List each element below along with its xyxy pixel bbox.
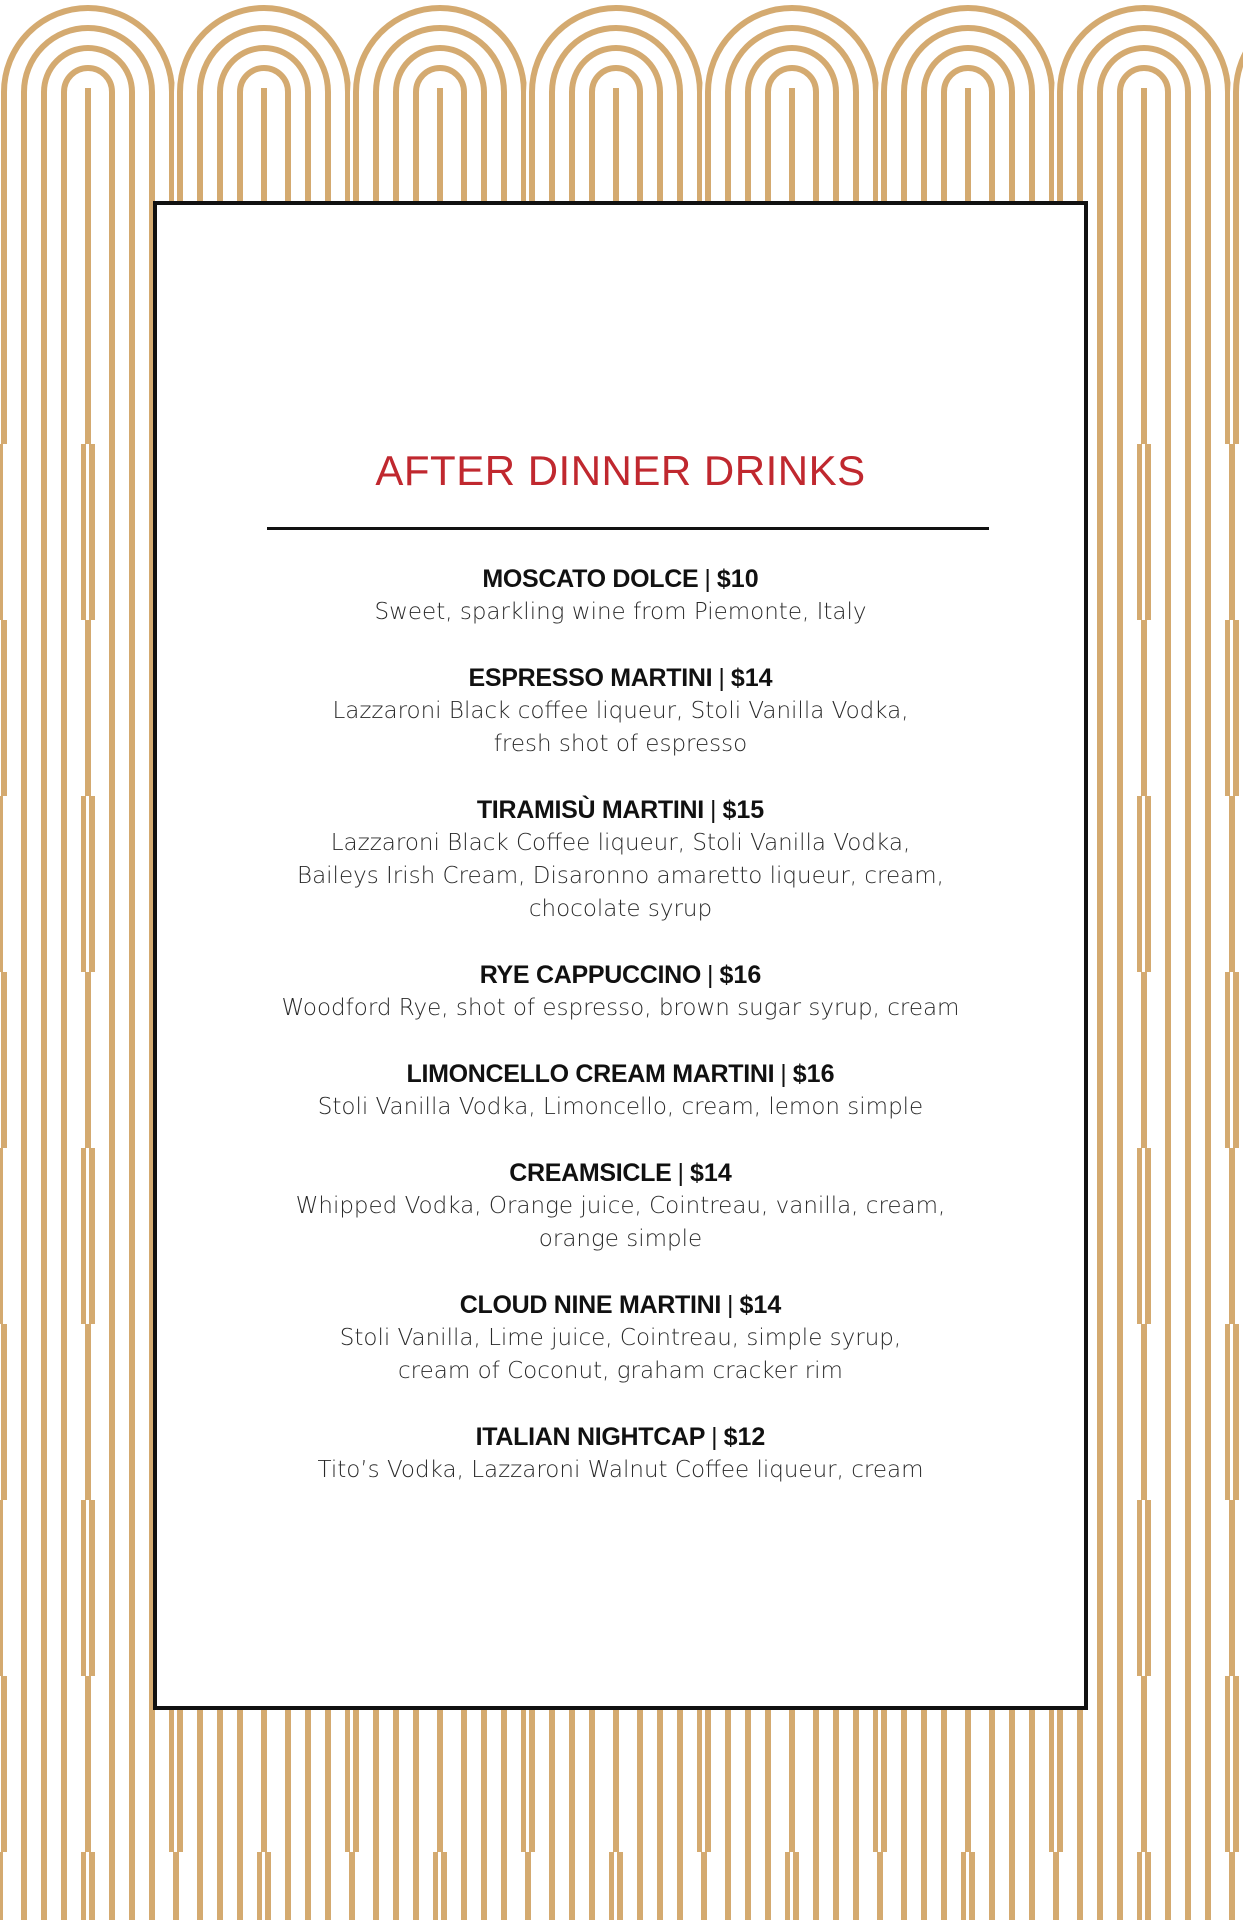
menu-item-description-line: chocolate syrup <box>528 896 713 922</box>
menu-item-separator: | <box>707 961 714 989</box>
menu-item-heading <box>157 1421 1084 1454</box>
menu-item-heading <box>157 662 1084 695</box>
menu-item-separator: | <box>704 565 711 593</box>
menu-item-name: CLOUD NINE MARTINI <box>459 1291 722 1319</box>
arch-motif <box>1230 2 1243 444</box>
menu-item-description-line: Stoli Vanilla, Lime juice, Cointreau, simple syrup, <box>339 1325 902 1351</box>
menu-item-description-line: orange simple <box>538 1226 703 1252</box>
menu-item-name: MOSCATO DOLCE <box>482 565 699 593</box>
menu-item <box>157 662 1084 761</box>
menu-item-description-line: Tito’s Vodka, Lazzaroni Walnut Coffee liqueur, cream <box>317 1457 924 1483</box>
menu-item <box>157 959 1084 1025</box>
menu-item-description-line: Lazzaroni Black coffee liqueur, Stoli Vanilla Vodka, <box>332 698 909 724</box>
menu-item-description-line: Baileys Irish Cream, Disaronno amaretto liqueur, cream, <box>297 863 944 889</box>
menu-item-separator: | <box>711 1423 718 1451</box>
menu-item-price: $14 <box>739 1291 782 1319</box>
menu-item-description-line: Sweet, sparkling wine from Piemonte, Italy <box>374 599 867 625</box>
menu-item-separator: | <box>677 1159 685 1187</box>
menu-item-heading <box>157 959 1084 992</box>
menu-item <box>157 1058 1084 1124</box>
menu-item-heading <box>157 794 1084 827</box>
menu-item-price: $10 <box>716 565 759 593</box>
menu-item-heading <box>157 563 1084 596</box>
menu-item-price: $16 <box>719 961 762 989</box>
menu-card <box>153 201 1088 1710</box>
menu-item-name: CREAMSICLE <box>509 1159 672 1187</box>
menu-item-heading <box>157 1058 1084 1091</box>
menu-item <box>157 1289 1084 1388</box>
menu-item <box>157 1157 1084 1256</box>
menu-item-price: $14 <box>690 1159 732 1187</box>
menu-item <box>157 1421 1084 1487</box>
menu-item-name: ITALIAN NIGHTCAP <box>475 1423 706 1451</box>
menu-item-separator: | <box>780 1060 787 1088</box>
menu-item-separator: | <box>718 664 725 692</box>
menu-item-description-line: Lazzaroni Black Coffee liqueur, Stoli Vanilla Vodka, <box>330 830 911 856</box>
menu-item-name: TIRAMISÙ MARTINI <box>476 796 704 824</box>
menu-item-separator: | <box>727 1291 734 1319</box>
title-divider <box>267 527 989 530</box>
menu-item-price: $15 <box>722 796 765 824</box>
menu-item-heading <box>157 1289 1084 1322</box>
menu-item-price: $14 <box>730 664 773 692</box>
menu-item-heading <box>157 1157 1084 1190</box>
menu-item-name: RYE CAPPUCCINO <box>479 961 702 989</box>
menu-item-description-line: Stoli Vanilla Vodka, Limoncello, cream, lemon simple <box>317 1094 924 1120</box>
menu-item-list <box>157 563 1084 1520</box>
menu-item-name: LIMONCELLO CREAM MARTINI <box>406 1060 775 1088</box>
arch-motif <box>0 2 178 444</box>
menu-item-price: $16 <box>792 1060 835 1088</box>
menu-title: AFTER DINNER DRINKS <box>375 447 866 494</box>
menu-item-description-line: Woodford Rye, shot of espresso, brown sugar syrup, cream <box>281 995 960 1021</box>
menu-item-description-line: fresh shot of espresso <box>493 731 748 757</box>
menu-item-description-line: Whipped Vodka, Orange juice, Cointreau, vanilla, cream, <box>295 1193 946 1219</box>
menu-item <box>157 563 1084 629</box>
menu-item-name: ESPRESSO MARTINI <box>468 664 713 692</box>
menu-item-description-line: cream of Coconut, graham cracker rim <box>398 1358 843 1384</box>
menu-item <box>157 794 1084 926</box>
menu-item-separator: | <box>709 796 717 824</box>
menu-item-price: $12 <box>723 1423 766 1451</box>
